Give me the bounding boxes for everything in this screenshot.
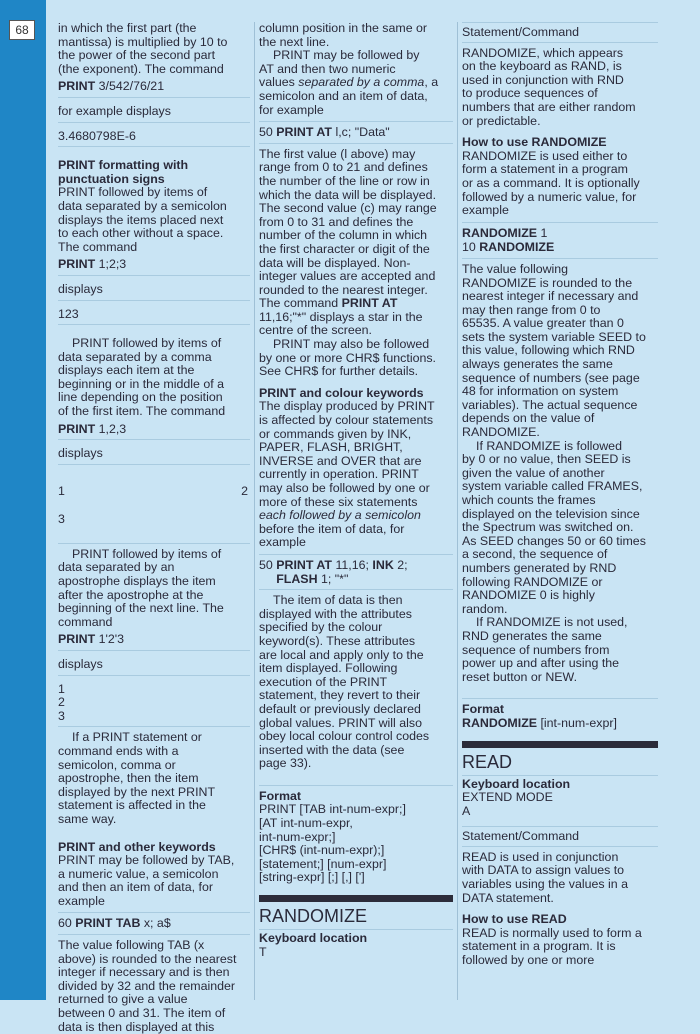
- code-args: l,c; "Data": [332, 125, 390, 140]
- code-example: [58, 629, 250, 651]
- example-output: 3.4680798E-6: [58, 127, 250, 148]
- column-divider: [457, 22, 458, 1000]
- section-heading: PRINT and colour keywords: [259, 385, 424, 400]
- keyword: FLASH: [276, 571, 318, 586]
- example-output: 1 2 3: [58, 680, 250, 728]
- code-example: [58, 912, 250, 935]
- keyboard-location: T: [259, 944, 267, 959]
- body-text: [259, 400, 453, 550]
- output-value: 3: [58, 511, 65, 526]
- example-note: for example displays: [58, 102, 250, 123]
- code-args: 1; "*": [317, 571, 349, 586]
- body-text: If a PRINT statement or command ends with a semicolon, comma or apostrophe, then the item displayed by the next PRINT statement is affected in the same way.: [58, 730, 216, 826]
- code-args: x; a$: [140, 916, 171, 931]
- code-args: 3/542/76/21: [95, 79, 165, 94]
- format-block: [462, 698, 658, 730]
- body-text: READ is normally used to form a statement in a program. It is followed by one or more: [462, 925, 642, 968]
- body-text: RANDOMIZE is used either to form a statement in a program or as a command. It is optionally followed by a numeric value, for example: [462, 148, 640, 218]
- code-example: [58, 419, 250, 441]
- code-args: 1'2'3: [95, 632, 125, 647]
- code-example: [462, 222, 658, 242]
- text-run: , a semicolon and an item of data, for example: [259, 75, 439, 117]
- entry-title: RANDOMIZE: [259, 906, 367, 927]
- keyword: PRINT: [58, 257, 96, 272]
- body-text: PRINT followed by items of data separated by a comma displays each item at the beginning or in the middle of a line depending on the position of the first item. The command: [58, 336, 226, 419]
- example-note: displays: [58, 280, 250, 301]
- format-syntax: [462, 717, 658, 731]
- line-number: 10: [462, 240, 480, 255]
- section-heading: PRINT formatting with punctuation signs: [58, 158, 189, 186]
- body-text: If RANDOMIZE is not used, RND generates the same sequence of numbers from power up and after using the reset button or NEW.: [462, 615, 628, 684]
- section-bar: [462, 741, 658, 748]
- keyboard-location-heading: Keyboard location: [259, 929, 453, 946]
- body-text: PRINT followed by items of data separated by a semicolon displays the items placed next to each other without a space. The command: [58, 185, 227, 254]
- code-example: [259, 554, 453, 590]
- keyword: RANDOMIZE: [462, 715, 538, 730]
- keyword: RANDOMIZE: [479, 240, 555, 255]
- body-text: If RANDOMIZE is followed by 0 or no value, then SEED is given the value of another system variable called FRAMES, which counts the frames displayed on the television since the Spectrum was switched on. As SEED changes 50 or 60 times a second, the sequence of numbers generated by RND following RANDOMIZE or RANDOMIZE 0 is highly random.: [462, 438, 646, 616]
- example-note: displays: [58, 444, 250, 465]
- body-text: [259, 148, 453, 338]
- text-run: The first value (l above) may range from 0 to 21 and defines the number of the line or row in which the data will be displayed. The second value (c) may range from 0 to 31 and defines the number of the column in which the first character or digit of the data will be displayed. Non- integer values are accepted and rounded to the nearest integer. The command: [259, 146, 437, 311]
- keyboard-location-heading: Keyboard location: [462, 775, 658, 792]
- column-3: [462, 22, 658, 968]
- entry-title: READ: [462, 751, 513, 772]
- body-text: READ is used in conjunction with DATA to assign values to variables using the values in a DATA statement.: [462, 849, 628, 905]
- code-example: [462, 241, 658, 259]
- section-heading: How to use READ: [462, 912, 567, 927]
- keyword: PRINT: [58, 632, 96, 647]
- section-heading: PRINT and other keywords: [58, 839, 216, 854]
- format-heading: Format: [259, 788, 301, 803]
- output-value: 2: [241, 484, 248, 499]
- keyboard-location: EXTEND MODE A: [462, 790, 553, 818]
- format-syntax: PRINT [TAB int-num-expr;] [AT int-num-expr, int-num-expr;] [CHR$ (int-num-expr);] [statement;] [num-expr] [string-expr] [;] [,] [']: [259, 802, 406, 885]
- section-heading: How to use RANDOMIZE: [462, 135, 607, 150]
- keyword: PRINT: [58, 79, 96, 94]
- code-args: 1,2,3: [95, 421, 127, 436]
- body-text: in which the first part (the mantissa) is multiplied by 10 to the power of the second part (the exponent). The command: [58, 21, 228, 76]
- body-text: The value following RANDOMIZE is rounded to the nearest integer if necessary and may then range from 0 to 65535. A value greater than 0 sets the system variable SEED to this value, following which RND always generates the same sequence of numbers (see page 48 for information on system variables). The actual sequence depends on the value of RANDOMIZE.: [462, 261, 646, 440]
- body-text: PRINT may be followed by TAB, a numeric value, a semicolon and then an item of data, for example: [58, 853, 235, 908]
- body-text: PRINT followed by items of data separated by an apostrophe displays the item after the apostrophe at the beginning of the next line. The command: [58, 546, 224, 629]
- output-value: 1: [58, 484, 65, 499]
- emphasis: each followed by a semicolon: [259, 508, 421, 523]
- column-divider: [254, 22, 255, 1000]
- text-run: The display produced by PRINT is affected by colour statements or commands given by INK, PAPER, FLASH, BRIGHT, INVERSE and OVER that are currently in operation. PRINT may also be followed by one or more of these six statements: [259, 399, 435, 509]
- example-output: [58, 469, 250, 544]
- keyword: PRINT TAB: [75, 916, 141, 931]
- example-note: displays: [58, 655, 250, 676]
- code-example: [259, 121, 453, 144]
- line-number: 50: [259, 557, 277, 572]
- entry-type: Statement/Command: [462, 22, 658, 43]
- column-1: [58, 22, 250, 1034]
- keyword: RANDOMIZE: [462, 225, 538, 240]
- column-2: [259, 22, 453, 959]
- keyword: INK: [372, 557, 394, 572]
- body-text: PRINT may also be followed by one or more CHR$ functions. See CHR$ for further details.: [259, 337, 436, 379]
- body-text: The item of data is then displayed with the attributes specified by the colour keyword(s). These attributes are local and apply only to the item displayed. Following execution of the PRINT statement, they revert to their default or previously declared global values. PRINT will also obey local colour control codes inserted with the data (see page 33).: [259, 593, 430, 771]
- line-number: 60: [58, 916, 76, 931]
- body-text: [259, 49, 453, 117]
- page-number: 68: [9, 20, 35, 40]
- section-bar: [259, 895, 453, 902]
- emphasis: separated by a comma: [298, 75, 425, 90]
- page-edge-band: [0, 0, 46, 1000]
- code-args: 2;: [393, 557, 408, 572]
- format-block: [259, 785, 453, 885]
- text-run: PRINT may be followed by AT and then two numeric values: [259, 48, 420, 90]
- code-args: 11,16;: [332, 557, 373, 572]
- code-args: 1;2;3: [95, 257, 127, 272]
- keyword: PRINT: [58, 421, 96, 436]
- text-run: 11,16;"*" displays a star in the centre of the screen.: [259, 309, 423, 338]
- keyword: PRINT AT: [276, 125, 332, 140]
- body-text: RANDOMIZE, which appears on the keyboard as RAND, is used in conjunction with RND to produce sequences of numbers that are either random or predictable.: [462, 45, 636, 128]
- body-text: The value following TAB (x above) is rounded to the nearest integer if necessary and is then divided by 32 and the remainder returned to give a value between 0 and 31. The item of data is then displayed at this: [58, 938, 237, 1034]
- code-example: [58, 254, 250, 276]
- entry-type: Statement/Command: [462, 826, 658, 847]
- keyword: PRINT AT: [341, 296, 398, 311]
- line-number: 50: [259, 125, 277, 140]
- body-text: column position in the same or the next line.: [259, 21, 428, 49]
- code-args: [int-num-expr]: [537, 715, 617, 730]
- code-args: 1: [537, 225, 548, 240]
- text-run: before the item of data, for example: [259, 521, 405, 550]
- example-output: 123: [58, 305, 250, 326]
- code-example: [58, 76, 250, 98]
- format-heading: Format: [462, 702, 504, 717]
- keyword: PRINT AT: [276, 557, 332, 572]
